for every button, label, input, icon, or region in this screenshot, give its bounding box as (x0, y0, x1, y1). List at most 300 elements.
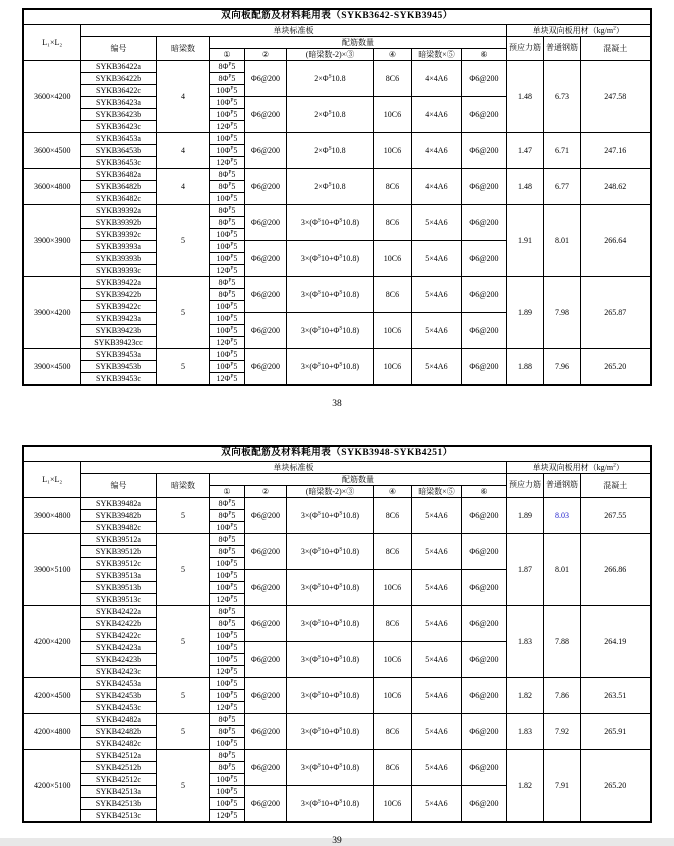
rebar4-cell: 8C6 (373, 714, 411, 750)
code-cell: SYKB42453a (80, 678, 156, 690)
rebar1-cell: $10\Phi^P5$ (209, 678, 244, 690)
code-cell: SYKB36482c (80, 193, 156, 205)
rebar5-cell: 4×4A6 (411, 97, 461, 133)
rebar5-cell: 5×4A6 (411, 714, 461, 750)
rebar3-cell: $2\times\Phi^S10.8$ (286, 169, 373, 205)
header-rebar-col-2: ② (244, 486, 286, 498)
code-cell: SYKB39422c (80, 301, 156, 313)
rebar1-cell: $8\Phi^P5$ (209, 618, 244, 630)
code-cell: SYKB39453b (80, 361, 156, 373)
rebar3-cell: $3\times(\Phi^S10+\Phi^S10.8)$ (286, 606, 373, 642)
rebar2-cell: Φ6@200 (244, 169, 286, 205)
rebar6-cell: Φ6@200 (461, 277, 506, 313)
rebar1-cell: $10\Phi^P5$ (209, 522, 244, 534)
header-hidden-beams: 暗梁数 (156, 474, 209, 498)
header-rebar-col-3: (暗梁数-2)×③ (286, 486, 373, 498)
beams-count-cell: 5 (156, 714, 209, 750)
code-cell: SYKB39392b (80, 217, 156, 229)
beams-count-cell: 5 (156, 606, 209, 678)
rebar6-cell: Φ6@200 (461, 349, 506, 386)
rebar1-cell: $12\Phi^P5$ (209, 666, 244, 678)
rebar1-cell: $8\Phi^P5$ (209, 510, 244, 522)
size-cell: 3600×4200 (23, 61, 80, 133)
table-title: 双向板配筋及材料耗用表（SYKB3948-SYKB4251） (23, 446, 650, 462)
rebar4-cell: 8C6 (373, 498, 411, 534)
code-cell: SYKB42423b (80, 654, 156, 666)
rebar5-cell: 5×4A6 (411, 678, 461, 714)
header-serial: 编号 (80, 37, 156, 61)
rebar1-cell: $12\Phi^P5$ (209, 157, 244, 169)
rebar3-cell: $3\times(\Phi^S10+\Phi^S10.8)$ (286, 570, 373, 606)
rebar3-cell: $3\times(\Phi^S10+\Phi^S10.8)$ (286, 349, 373, 386)
table-row (23, 133, 650, 145)
steel-value-cell: 6.77 (543, 169, 580, 205)
code-cell: SYKB39512b (80, 546, 156, 558)
rebar1-cell: $10\Phi^P5$ (209, 786, 244, 798)
rebar4-cell: 10C6 (373, 97, 411, 133)
code-cell: SYKB42482b (80, 726, 156, 738)
rebar5-cell: 4×4A6 (411, 169, 461, 205)
rebar3-cell: $3\times(\Phi^S10+\Phi^S10.8)$ (286, 786, 373, 823)
table-title: 双向板配筋及材料耗用表（SYKB3642-SYKB3945） (23, 9, 650, 25)
header-rebar-col-4: ④ (373, 49, 411, 61)
concrete-value-cell: 248.62 (580, 169, 650, 205)
rebar6-cell: Φ6@200 (461, 534, 506, 570)
code-cell: SYKB39482b (80, 510, 156, 522)
size-cell: 3900×5100 (23, 534, 80, 606)
rebar6-cell: Φ6@200 (461, 570, 506, 606)
prestress-value-cell: 1.87 (506, 534, 543, 606)
rebar1-cell: $10\Phi^P5$ (209, 690, 244, 702)
code-cell: SYKB36423b (80, 109, 156, 121)
rebar6-cell: Φ6@200 (461, 133, 506, 169)
code-cell: SYKB39423b (80, 325, 156, 337)
concrete-value-cell: 266.86 (580, 534, 650, 606)
rebar4-cell: 8C6 (373, 534, 411, 570)
rebar6-cell: Φ6@200 (461, 642, 506, 678)
concrete-value-cell: 267.55 (580, 498, 650, 534)
steel-value-cell: 7.98 (543, 277, 580, 349)
code-cell: SYKB42422a (80, 606, 156, 618)
table-row (23, 498, 650, 510)
rebar1-cell: $10\Phi^P5$ (209, 361, 244, 373)
beams-count-cell: 5 (156, 205, 209, 277)
steel-value-cell: 8.01 (543, 534, 580, 606)
header-rebar-qty: 配筋数量 (209, 37, 506, 49)
code-cell: SYKB36453c (80, 157, 156, 169)
rebar4-cell: 10C6 (373, 678, 411, 714)
rebar1-cell: $8\Phi^P5$ (209, 714, 244, 726)
rebar2-cell: Φ6@200 (244, 133, 286, 169)
header-rebar-qty: 配筋数量 (209, 474, 506, 486)
rebar6-cell: Φ6@200 (461, 498, 506, 534)
header-rebar-col-1: ① (209, 49, 244, 61)
page-number-38: 38 (332, 399, 342, 409)
header-concrete: 混凝土 (580, 37, 650, 61)
steel-value-cell: 6.73 (543, 61, 580, 133)
rebar2-cell: Φ6@200 (244, 570, 286, 606)
beams-count-cell: 5 (156, 498, 209, 534)
rebar1-cell: $10\Phi^P5$ (209, 630, 244, 642)
rebar5-cell: 5×4A6 (411, 750, 461, 786)
header-standard-slab: 单块标准板 (80, 25, 506, 37)
rebar4-cell: 8C6 (373, 277, 411, 313)
rebar1-cell: $10\Phi^P5$ (209, 558, 244, 570)
steel-value-cell: 7.91 (543, 750, 580, 823)
rebar4-cell: 10C6 (373, 133, 411, 169)
code-cell: SYKB42422c (80, 630, 156, 642)
header-ordinary-steel: 普通钢筋 (543, 474, 580, 498)
rebar5-cell: 5×4A6 (411, 277, 461, 313)
code-cell: SYKB36482a (80, 169, 156, 181)
code-cell: SYKB39513a (80, 570, 156, 582)
prestress-value-cell: 1.48 (506, 61, 543, 133)
rebar2-cell: Φ6@200 (244, 750, 286, 786)
rebar4-cell: 8C6 (373, 61, 411, 97)
size-cell: 4200×4500 (23, 678, 80, 714)
rebar5-cell: 5×4A6 (411, 606, 461, 642)
rebar5-cell: 5×4A6 (411, 313, 461, 349)
prestress-value-cell: 1.48 (506, 169, 543, 205)
table-row (23, 606, 650, 618)
rebar1-cell: $8\Phi^P5$ (209, 205, 244, 217)
steel-value-cell: 8.03 (543, 498, 580, 534)
rebar1-cell: $10\Phi^P5$ (209, 642, 244, 654)
steel-value-cell: 6.71 (543, 133, 580, 169)
header-hidden-beams: 暗梁数 (156, 37, 209, 61)
code-cell: SYKB39453a (80, 349, 156, 361)
prestress-value-cell: 1.47 (506, 133, 543, 169)
rebar2-cell: Φ6@200 (244, 205, 286, 241)
rebar3-cell: $3\times(\Phi^S10+\Phi^S10.8)$ (286, 714, 373, 750)
rebar1-cell: $8\Phi^P5$ (209, 61, 244, 73)
header-concrete: 混凝土 (580, 474, 650, 498)
steel-value-cell: 7.86 (543, 678, 580, 714)
size-cell: 3900×4800 (23, 498, 80, 534)
rebar4-cell: 10C6 (373, 313, 411, 349)
rebar5-cell: 4×4A6 (411, 133, 461, 169)
rebar4-cell: 8C6 (373, 205, 411, 241)
prestress-value-cell: 1.83 (506, 714, 543, 750)
code-cell: SYKB39482a (80, 498, 156, 510)
table-row (23, 277, 650, 289)
code-cell: SYKB36482b (80, 181, 156, 193)
rebar4-cell: 8C6 (373, 750, 411, 786)
rebar2-cell: Φ6@200 (244, 61, 286, 97)
rebar1-cell: $10\Phi^P5$ (209, 109, 244, 121)
rebar1-cell: $12\Phi^P5$ (209, 373, 244, 386)
rebar6-cell: Φ6@200 (461, 169, 506, 205)
beams-count-cell: 4 (156, 133, 209, 169)
code-cell: SYKB39453c (80, 373, 156, 386)
rebar1-cell: $8\Phi^P5$ (209, 181, 244, 193)
rebar1-cell: $10\Phi^P5$ (209, 133, 244, 145)
rebar1-cell: $8\Phi^P5$ (209, 762, 244, 774)
code-cell: SYKB39513b (80, 582, 156, 594)
rebar1-cell: $8\Phi^P5$ (209, 498, 244, 510)
steel-value-cell: 7.88 (543, 606, 580, 678)
size-cell: 3600×4500 (23, 133, 80, 169)
code-cell: SYKB42513a (80, 786, 156, 798)
slab-data-table (22, 445, 651, 823)
rebar1-cell: $8\Phi^P5$ (209, 169, 244, 181)
prestress-value-cell: 1.82 (506, 678, 543, 714)
code-cell: SYKB39482c (80, 522, 156, 534)
code-cell: SYKB42453c (80, 702, 156, 714)
table-row (23, 205, 650, 217)
code-cell: SYKB42513b (80, 798, 156, 810)
rebar3-cell: $2\times\Phi^S10.8$ (286, 61, 373, 97)
concrete-value-cell: 264.19 (580, 606, 650, 678)
header-rebar-col-5: 暗梁数×⑤ (411, 49, 461, 61)
table-row (23, 678, 650, 690)
rebar1-cell: $10\Phi^P5$ (209, 798, 244, 810)
code-cell: SYKB42513c (80, 810, 156, 823)
rebar1-cell: $12\Phi^P5$ (209, 702, 244, 714)
prestress-value-cell: 1.83 (506, 606, 543, 678)
beams-count-cell: 4 (156, 61, 209, 133)
rebar3-cell: $3\times(\Phi^S10+\Phi^S10.8)$ (286, 678, 373, 714)
table-row (23, 750, 650, 762)
slab-table-3948-4251 (0, 445, 674, 823)
beams-count-cell: 5 (156, 678, 209, 714)
concrete-value-cell: 263.51 (580, 678, 650, 714)
header-rebar-col-1: ① (209, 486, 244, 498)
rebar3-cell: $2\times\Phi^S10.8$ (286, 133, 373, 169)
rebar5-cell: 5×4A6 (411, 570, 461, 606)
beams-count-cell: 5 (156, 534, 209, 606)
rebar1-cell: $12\Phi^P5$ (209, 337, 244, 349)
rebar5-cell: 5×4A6 (411, 349, 461, 386)
rebar2-cell: Φ6@200 (244, 678, 286, 714)
code-cell: SYKB42482a (80, 714, 156, 726)
rebar3-cell: $3\times(\Phi^S10+\Phi^S10.8)$ (286, 241, 373, 277)
rebar6-cell: Φ6@200 (461, 786, 506, 823)
header-rebar-col-3: (暗梁数-2)×③ (286, 49, 373, 61)
rebar3-cell: $3\times(\Phi^S10+\Phi^S10.8)$ (286, 750, 373, 786)
code-cell: SYKB42512c (80, 774, 156, 786)
code-cell: SYKB36422c (80, 85, 156, 97)
rebar6-cell: Φ6@200 (461, 606, 506, 642)
concrete-value-cell: 265.20 (580, 349, 650, 386)
code-cell: SYKB39512c (80, 558, 156, 570)
table-row (23, 714, 650, 726)
rebar5-cell: 5×4A6 (411, 534, 461, 570)
rebar1-cell: $10\Phi^P5$ (209, 325, 244, 337)
rebar1-cell: $10\Phi^P5$ (209, 229, 244, 241)
rebar6-cell: Φ6@200 (461, 714, 506, 750)
rebar6-cell: Φ6@200 (461, 750, 506, 786)
prestress-value-cell: 1.82 (506, 750, 543, 823)
code-cell: SYKB42453b (80, 690, 156, 702)
rebar1-cell: $8\Phi^P5$ (209, 277, 244, 289)
rebar5-cell: 5×4A6 (411, 786, 461, 823)
rebar2-cell: Φ6@200 (244, 642, 286, 678)
rebar1-cell: $8\Phi^P5$ (209, 726, 244, 738)
header-material: 单块双向板用材$(kg/m^2)$ (506, 462, 650, 474)
code-cell: SYKB42422b (80, 618, 156, 630)
rebar2-cell: Φ6@200 (244, 277, 286, 313)
rebar6-cell: Φ6@200 (461, 678, 506, 714)
concrete-value-cell: 247.58 (580, 61, 650, 133)
size-cell: 4200×5100 (23, 750, 80, 823)
page-number-39: 39 (332, 836, 342, 846)
rebar3-cell: $2\times\Phi^S10.8$ (286, 97, 373, 133)
rebar1-cell: $10\Phi^P5$ (209, 774, 244, 786)
steel-value-cell: 7.92 (543, 714, 580, 750)
size-cell: 3900×3900 (23, 205, 80, 277)
steel-value-cell: 8.01 (543, 205, 580, 277)
size-cell: 4200×4800 (23, 714, 80, 750)
header-rebar-col-6: ⑥ (461, 486, 506, 498)
rebar4-cell: 10C6 (373, 349, 411, 386)
rebar4-cell: 10C6 (373, 570, 411, 606)
prestress-value-cell: 1.88 (506, 349, 543, 386)
code-cell: SYKB39392c (80, 229, 156, 241)
header-ordinary-steel: 普通钢筋 (543, 37, 580, 61)
concrete-value-cell: 265.87 (580, 277, 650, 349)
rebar4-cell: 10C6 (373, 241, 411, 277)
prestress-value-cell: 1.89 (506, 498, 543, 534)
header-serial: 编号 (80, 474, 156, 498)
rebar1-cell: $10\Phi^P5$ (209, 738, 244, 750)
code-cell: SYKB42482c (80, 738, 156, 750)
code-cell: SYKB39423cc (80, 337, 156, 349)
header-l1l2: L₁×L₂ (23, 25, 80, 61)
header-rebar-col-5: 暗梁数×⑤ (411, 486, 461, 498)
rebar1-cell: $10\Phi^P5$ (209, 313, 244, 325)
rebar1-cell: $10\Phi^P5$ (209, 241, 244, 253)
rebar1-cell: $10\Phi^P5$ (209, 301, 244, 313)
code-cell: SYKB39393a (80, 241, 156, 253)
rebar2-cell: Φ6@200 (244, 498, 286, 534)
beams-count-cell: 5 (156, 750, 209, 823)
header-prestress: 预应力筋 (506, 37, 543, 61)
rebar3-cell: $3\times(\Phi^S10+\Phi^S10.8)$ (286, 534, 373, 570)
rebar3-cell: $3\times(\Phi^S10+\Phi^S10.8)$ (286, 277, 373, 313)
beams-count-cell: 5 (156, 277, 209, 349)
page-gap (0, 409, 674, 445)
rebar1-cell: $8\Phi^P5$ (209, 534, 244, 546)
rebar4-cell: 8C6 (373, 169, 411, 205)
header-material: 单块双向板用材$(kg/m^2)$ (506, 25, 650, 37)
table-row (23, 61, 650, 73)
code-cell: SYKB36422b (80, 73, 156, 85)
code-cell: SYKB39513c (80, 594, 156, 606)
rebar6-cell: Φ6@200 (461, 61, 506, 97)
slab-table-3642-3945 (0, 8, 674, 386)
header-rebar-col-6: ⑥ (461, 49, 506, 61)
rebar5-cell: 5×4A6 (411, 498, 461, 534)
rebar3-cell: $3\times(\Phi^S10+\Phi^S10.8)$ (286, 313, 373, 349)
rebar6-cell: Φ6@200 (461, 241, 506, 277)
rebar4-cell: 10C6 (373, 786, 411, 823)
steel-value-cell: 7.96 (543, 349, 580, 386)
header-rebar-col-2: ② (244, 49, 286, 61)
rebar1-cell: $12\Phi^P5$ (209, 594, 244, 606)
rebar1-cell: $10\Phi^P5$ (209, 253, 244, 265)
concrete-value-cell: 247.16 (580, 133, 650, 169)
rebar2-cell: Φ6@200 (244, 313, 286, 349)
header-l1l2: L₁×L₂ (23, 462, 80, 498)
code-cell: SYKB39512a (80, 534, 156, 546)
rebar1-cell: $10\Phi^P5$ (209, 654, 244, 666)
rebar4-cell: 10C6 (373, 642, 411, 678)
header-standard-slab: 单块标准板 (80, 462, 506, 474)
code-cell: SYKB36453b (80, 145, 156, 157)
rebar2-cell: Φ6@200 (244, 714, 286, 750)
code-cell: SYKB39422b (80, 289, 156, 301)
size-cell: 3600×4800 (23, 169, 80, 205)
rebar2-cell: Φ6@200 (244, 97, 286, 133)
rebar3-cell: $3\times(\Phi^S10+\Phi^S10.8)$ (286, 498, 373, 534)
code-cell: SYKB39393c (80, 265, 156, 277)
code-cell: SYKB42512a (80, 750, 156, 762)
table-row (23, 349, 650, 361)
rebar1-cell: $12\Phi^P5$ (209, 265, 244, 277)
slab-data-table (22, 8, 651, 386)
header-prestress: 预应力筋 (506, 474, 543, 498)
rebar3-cell: $3\times(\Phi^S10+\Phi^S10.8)$ (286, 205, 373, 241)
rebar1-cell: $10\Phi^P5$ (209, 97, 244, 109)
rebar1-cell: $12\Phi^P5$ (209, 121, 244, 133)
code-cell: SYKB42423c (80, 666, 156, 678)
code-cell: SYKB36423a (80, 97, 156, 109)
rebar1-cell: $12\Phi^P5$ (209, 810, 244, 823)
size-cell: 4200×4200 (23, 606, 80, 678)
rebar3-cell: $3\times(\Phi^S10+\Phi^S10.8)$ (286, 642, 373, 678)
rebar5-cell: 5×4A6 (411, 205, 461, 241)
table-row (23, 169, 650, 181)
code-cell: SYKB39392a (80, 205, 156, 217)
rebar1-cell: $10\Phi^P5$ (209, 570, 244, 582)
code-cell: SYKB39423a (80, 313, 156, 325)
size-cell: 3900×4500 (23, 349, 80, 386)
rebar6-cell: Φ6@200 (461, 313, 506, 349)
rebar1-cell: $8\Phi^P5$ (209, 546, 244, 558)
rebar6-cell: Φ6@200 (461, 97, 506, 133)
beams-count-cell: 4 (156, 169, 209, 205)
rebar1-cell: $8\Phi^P5$ (209, 73, 244, 85)
rebar1-cell: $10\Phi^P5$ (209, 582, 244, 594)
prestress-value-cell: 1.91 (506, 205, 543, 277)
rebar2-cell: Φ6@200 (244, 241, 286, 277)
header-rebar-col-4: ④ (373, 486, 411, 498)
rebar5-cell: 5×4A6 (411, 241, 461, 277)
rebar1-cell: $8\Phi^P5$ (209, 289, 244, 301)
concrete-value-cell: 265.91 (580, 714, 650, 750)
rebar5-cell: 4×4A6 (411, 61, 461, 97)
rebar1-cell: $10\Phi^P5$ (209, 193, 244, 205)
rebar2-cell: Φ6@200 (244, 534, 286, 570)
rebar1-cell: $10\Phi^P5$ (209, 349, 244, 361)
concrete-value-cell: 265.20 (580, 750, 650, 823)
rebar1-cell: $8\Phi^P5$ (209, 750, 244, 762)
concrete-value-cell: 266.64 (580, 205, 650, 277)
code-cell: SYKB39393b (80, 253, 156, 265)
code-cell: SYKB36422a (80, 61, 156, 73)
rebar5-cell: 5×4A6 (411, 642, 461, 678)
code-cell: SYKB42423a (80, 642, 156, 654)
rebar4-cell: 8C6 (373, 606, 411, 642)
rebar2-cell: Φ6@200 (244, 786, 286, 823)
rebar1-cell: $10\Phi^P5$ (209, 85, 244, 97)
table-row (23, 534, 650, 546)
code-cell: SYKB42512b (80, 762, 156, 774)
rebar2-cell: Φ6@200 (244, 349, 286, 386)
code-cell: SYKB36423c (80, 121, 156, 133)
rebar1-cell: $8\Phi^P5$ (209, 606, 244, 618)
